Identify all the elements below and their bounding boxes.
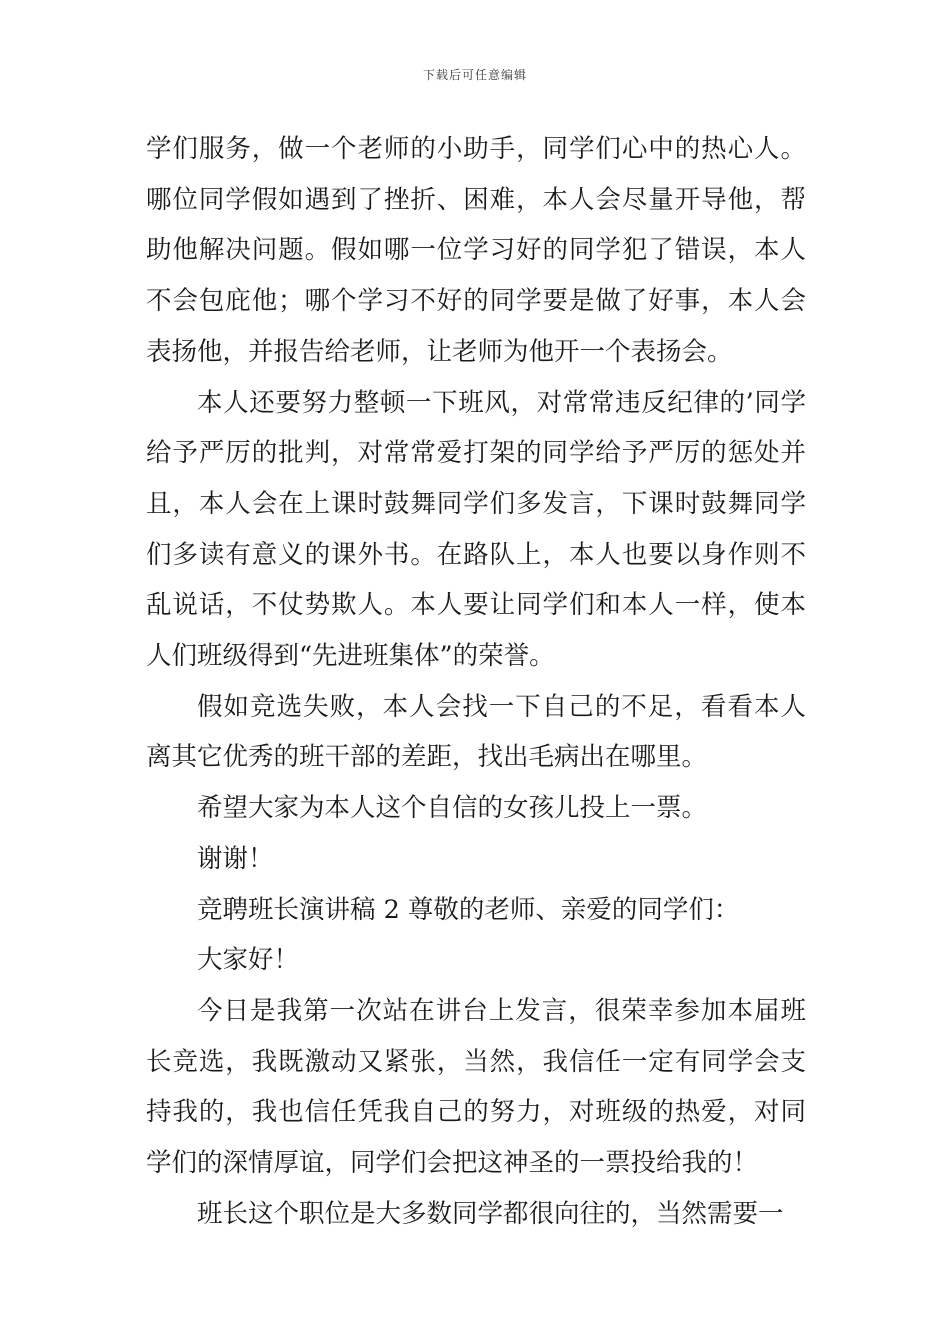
paragraph-5: 谢谢！ [197, 843, 274, 874]
paragraph-4: 希望大家为本人这个自信的女孩儿投上一票。 [197, 793, 708, 824]
page-header-note: 下载后可任意编辑 [422, 68, 527, 82]
paragraph-6: 竞聘班长演讲稿 2 尊敬的老师、亲爱的同学们： [197, 894, 740, 925]
paragraph-7: 大家好！ [197, 945, 300, 976]
paragraph-3: 假如竞选失败，本人会找一下自己的不足，看看本人离其它优秀的班干部的差距，找出毛病出在哪里。 [146, 691, 806, 773]
document-body [146, 124, 806, 1239]
paragraph-2: 本人还要努力整顿一下班风，对常常违反纪律的’同学给予严厉的批判，对常常爱打架的同学给予严厉的惩处并且，本人会在上课时鼓舞同学们多发言，下课时鼓舞同学们多读有意义的课外书。在路队上，本人也要以身作则不乱说话，不仗势欺人。本人要让同学们和本人一样，使本人们班级得到“先进班集体”的荣誉。 [146, 387, 806, 672]
paragraph-8: 今日是我第一次站在讲台上发言，很荣幸参加本届班长竞选，我既激动又紧张，当然，我信任一定有同学会支持我的，我也信任凭我自己的努力，对班级的热爱，对同学们的深情厚谊，同学们会把这神圣的一票投给我的！ [146, 995, 806, 1179]
paragraph-9: 班长这个职位是大多数同学都很向往的，当然需要一 [197, 1198, 784, 1229]
paragraph-1: 学们服务，做一个老师的小助手，同学们心中的热心人。哪位同学假如遇到了挫折、困难，本人会尽量开导他，帮助他解决问题。假如哪一位学习好的同学犯了错误，本人不会包庇他；哪个学习不好的同学要是做了好事，本人会表扬他，并报告给老师，让老师为他开一个表扬会。 [146, 134, 806, 367]
